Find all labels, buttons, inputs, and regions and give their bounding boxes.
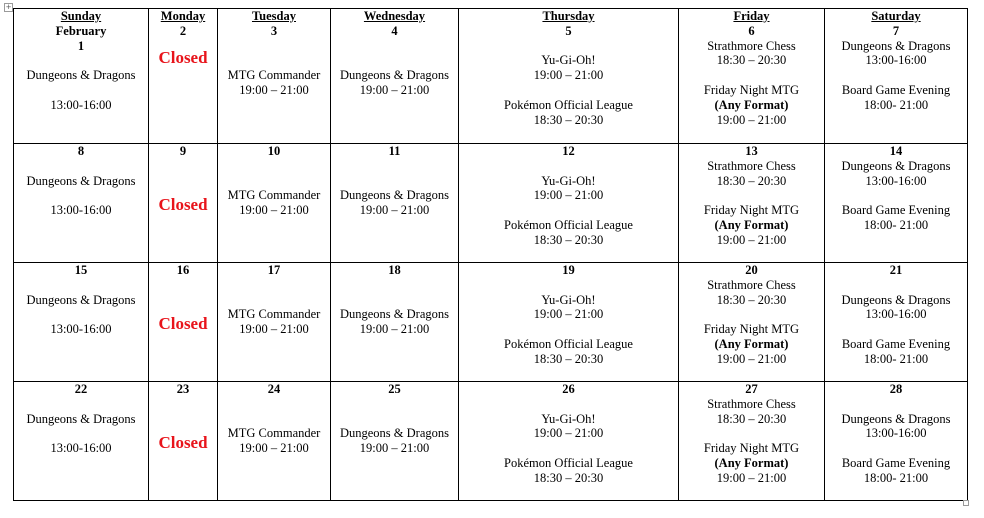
day-cell-4 bbox=[331, 9, 459, 144]
day-cell-27 bbox=[679, 382, 825, 501]
date-number: 23 bbox=[176, 382, 190, 396]
calendar-table bbox=[13, 8, 968, 501]
event-time: 18:00- 21:00 bbox=[863, 217, 929, 232]
week-row-2 bbox=[14, 144, 968, 263]
event-title: Dungeons & Dragons bbox=[26, 292, 136, 307]
event-time: 18:30 – 20:30 bbox=[716, 292, 787, 307]
date-number: 27 bbox=[745, 382, 758, 396]
day-cell-12 bbox=[459, 144, 679, 263]
event-time: 19:00 – 21:00 bbox=[716, 351, 787, 366]
day-cell-25 bbox=[331, 382, 459, 501]
event-time: 18:00- 21:00 bbox=[863, 97, 929, 112]
event-title: Dungeons & Dragons bbox=[26, 411, 136, 426]
day-cell-22 bbox=[14, 382, 149, 501]
day-cell-1 bbox=[14, 9, 149, 144]
event-title: Yu-Gi-Oh! bbox=[541, 411, 596, 426]
event-time: 19:00 – 21:00 bbox=[716, 112, 787, 127]
event-time: 19:00 – 21:00 bbox=[239, 441, 309, 456]
event-time: 13:00-16:00 bbox=[865, 53, 927, 68]
day-cell-13 bbox=[679, 144, 825, 263]
event-time: 18:30 – 20:30 bbox=[533, 232, 604, 247]
date-number: 13 bbox=[745, 144, 758, 158]
day-cell-6 bbox=[679, 9, 825, 144]
day-cell-28 bbox=[825, 382, 968, 501]
event-title: Dungeons & Dragons bbox=[339, 188, 449, 203]
event-time: 18:30 – 20:30 bbox=[533, 470, 604, 485]
date-number: 4 bbox=[391, 23, 398, 38]
event-time: 19:00 – 21:00 bbox=[716, 232, 787, 247]
day-cell-8 bbox=[14, 144, 149, 263]
event-time: 18:00- 21:00 bbox=[863, 351, 929, 366]
date-number: 20 bbox=[745, 263, 758, 277]
event-time: 13:00-16:00 bbox=[865, 426, 927, 441]
date-number: 26 bbox=[562, 382, 575, 396]
closed-label: Closed bbox=[158, 47, 208, 67]
date-number: 9 bbox=[179, 144, 187, 158]
day-header-friday: Friday bbox=[733, 9, 770, 23]
event-time: 13:00-16:00 bbox=[865, 173, 927, 188]
day-cell-24 bbox=[218, 382, 331, 501]
event-time: 19:00 – 21:00 bbox=[533, 426, 604, 441]
event-title: Dungeons & Dragons bbox=[26, 173, 136, 188]
event-time: 13:00-16:00 bbox=[50, 97, 112, 112]
event-time: 18:30 – 20:30 bbox=[533, 351, 604, 366]
event-title: Board Game Evening bbox=[841, 455, 951, 470]
date-number: 24 bbox=[267, 382, 281, 396]
event-format: (Any Format) bbox=[714, 97, 789, 112]
day-header-thursday: Thursday bbox=[542, 9, 595, 23]
day-cell-26 bbox=[459, 382, 679, 501]
date-number: 12 bbox=[562, 144, 575, 158]
date-number: 7 bbox=[892, 23, 900, 38]
date-number: 3 bbox=[270, 23, 278, 38]
date-number: 21 bbox=[889, 263, 903, 277]
date-number: 14 bbox=[889, 144, 903, 158]
event-title: MTG Commander bbox=[227, 68, 321, 83]
event-time: 19:00 – 21:00 bbox=[359, 203, 430, 218]
event-title: Yu-Gi-Oh! bbox=[541, 292, 596, 307]
event-time: 13:00-16:00 bbox=[50, 203, 112, 218]
event-title: Pokémon Official League bbox=[504, 217, 633, 232]
event-title: Board Game Evening bbox=[841, 82, 951, 97]
day-cell-14 bbox=[825, 144, 968, 263]
event-title: Pokémon Official League bbox=[504, 97, 633, 112]
event-title: MTG Commander bbox=[227, 426, 321, 441]
date-number: 15 bbox=[74, 263, 88, 277]
day-cell-19 bbox=[459, 263, 679, 382]
day-cell-7 bbox=[825, 9, 968, 144]
event-title: Dungeons & Dragons bbox=[26, 68, 136, 83]
event-title: Strathmore Chess bbox=[707, 396, 796, 411]
event-time: 19:00 – 21:00 bbox=[716, 470, 787, 485]
date-number: 6 bbox=[748, 23, 755, 38]
day-header-tuesday: Tuesday bbox=[251, 9, 296, 23]
date-number: 19 bbox=[562, 263, 575, 277]
day-cell-21 bbox=[825, 263, 968, 382]
table-resize-handle[interactable] bbox=[963, 500, 969, 506]
event-title: Strathmore Chess bbox=[707, 158, 796, 173]
event-time: 18:30 – 20:30 bbox=[716, 411, 787, 426]
event-format: (Any Format) bbox=[714, 455, 789, 470]
event-title: Dungeons & Dragons bbox=[339, 307, 449, 322]
closed-label: Closed bbox=[158, 194, 208, 214]
event-time: 18:30 – 20:30 bbox=[716, 53, 787, 68]
event-title: Pokémon Official League bbox=[504, 336, 633, 351]
closed-label: Closed bbox=[158, 432, 208, 452]
day-cell-10 bbox=[218, 144, 331, 263]
event-title: Dungeons & Dragons bbox=[841, 38, 951, 53]
day-cell-9 bbox=[149, 144, 218, 263]
event-time: 19:00 – 21:00 bbox=[239, 322, 309, 337]
event-time: 19:00 – 21:00 bbox=[359, 441, 430, 456]
event-title: MTG Commander bbox=[227, 307, 321, 322]
event-title: Dungeons & Dragons bbox=[841, 158, 951, 173]
event-time: 19:00 – 21:00 bbox=[533, 68, 604, 83]
event-time: 13:00-16:00 bbox=[865, 307, 927, 322]
event-title: Strathmore Chess bbox=[707, 277, 796, 292]
day-header-sunday: Sunday bbox=[60, 9, 102, 23]
event-title: Dungeons & Dragons bbox=[339, 68, 449, 83]
day-cell-18 bbox=[331, 263, 459, 382]
event-title: Yu-Gi-Oh! bbox=[541, 53, 596, 68]
day-header-wednesday: Wednesday bbox=[363, 9, 426, 23]
event-title: Friday Night MTG bbox=[703, 203, 800, 218]
date-number: 18 bbox=[388, 263, 401, 277]
event-time: 18:30 – 20:30 bbox=[533, 112, 604, 127]
date-number: 16 bbox=[176, 263, 190, 277]
event-title: Board Game Evening bbox=[841, 336, 951, 351]
week-row-4 bbox=[14, 382, 968, 501]
date-number: 8 bbox=[77, 144, 85, 158]
month-label: February bbox=[55, 23, 107, 38]
day-cell-3 bbox=[218, 9, 331, 144]
event-format: (Any Format) bbox=[714, 217, 789, 232]
event-format: (Any Format) bbox=[714, 336, 789, 351]
day-cell-2 bbox=[149, 9, 218, 144]
date-number: 11 bbox=[388, 144, 401, 158]
table-move-handle-icon[interactable]: + bbox=[5, 3, 12, 11]
event-time: 19:00 – 21:00 bbox=[239, 82, 309, 97]
event-title: Board Game Evening bbox=[841, 203, 951, 218]
week-row-1 bbox=[14, 9, 968, 144]
date-number: 1 bbox=[77, 38, 85, 53]
event-time: 18:00- 21:00 bbox=[863, 470, 929, 485]
date-number: 25 bbox=[388, 382, 401, 396]
event-time: 13:00-16:00 bbox=[50, 322, 112, 337]
event-time: 19:00 – 21:00 bbox=[533, 188, 604, 203]
event-title: Friday Night MTG bbox=[703, 441, 800, 456]
event-title: Dungeons & Dragons bbox=[841, 292, 951, 307]
event-time: 19:00 – 21:00 bbox=[359, 82, 430, 97]
day-cell-11 bbox=[331, 144, 459, 263]
event-time: 19:00 – 21:00 bbox=[533, 307, 604, 322]
event-title: Dungeons & Dragons bbox=[339, 426, 449, 441]
event-time: 18:30 – 20:30 bbox=[716, 173, 787, 188]
day-cell-15 bbox=[14, 263, 149, 382]
day-header-monday: Monday bbox=[160, 9, 206, 23]
date-number: 10 bbox=[267, 144, 281, 158]
closed-label: Closed bbox=[158, 313, 208, 333]
event-title: Pokémon Official League bbox=[504, 455, 633, 470]
day-cell-5 bbox=[459, 9, 679, 144]
event-title: Friday Night MTG bbox=[703, 322, 800, 337]
event-title: Dungeons & Dragons bbox=[841, 411, 951, 426]
date-number: 28 bbox=[889, 382, 903, 396]
event-title: Friday Night MTG bbox=[703, 82, 800, 97]
week-row-3 bbox=[14, 263, 968, 382]
event-time: 19:00 – 21:00 bbox=[359, 322, 430, 337]
day-header-saturday: Saturday bbox=[871, 9, 921, 23]
date-number: 5 bbox=[565, 23, 572, 38]
date-number: 17 bbox=[267, 263, 281, 277]
event-time: 13:00-16:00 bbox=[50, 441, 112, 456]
day-cell-17 bbox=[218, 263, 331, 382]
event-time: 19:00 – 21:00 bbox=[239, 203, 309, 218]
event-title: MTG Commander bbox=[227, 188, 321, 203]
day-cell-16 bbox=[149, 263, 218, 382]
event-title: Yu-Gi-Oh! bbox=[541, 173, 596, 188]
event-title: Strathmore Chess bbox=[707, 38, 796, 53]
day-cell-23 bbox=[149, 382, 218, 501]
date-number: 22 bbox=[74, 382, 88, 396]
date-number: 2 bbox=[179, 23, 187, 38]
day-cell-20 bbox=[679, 263, 825, 382]
